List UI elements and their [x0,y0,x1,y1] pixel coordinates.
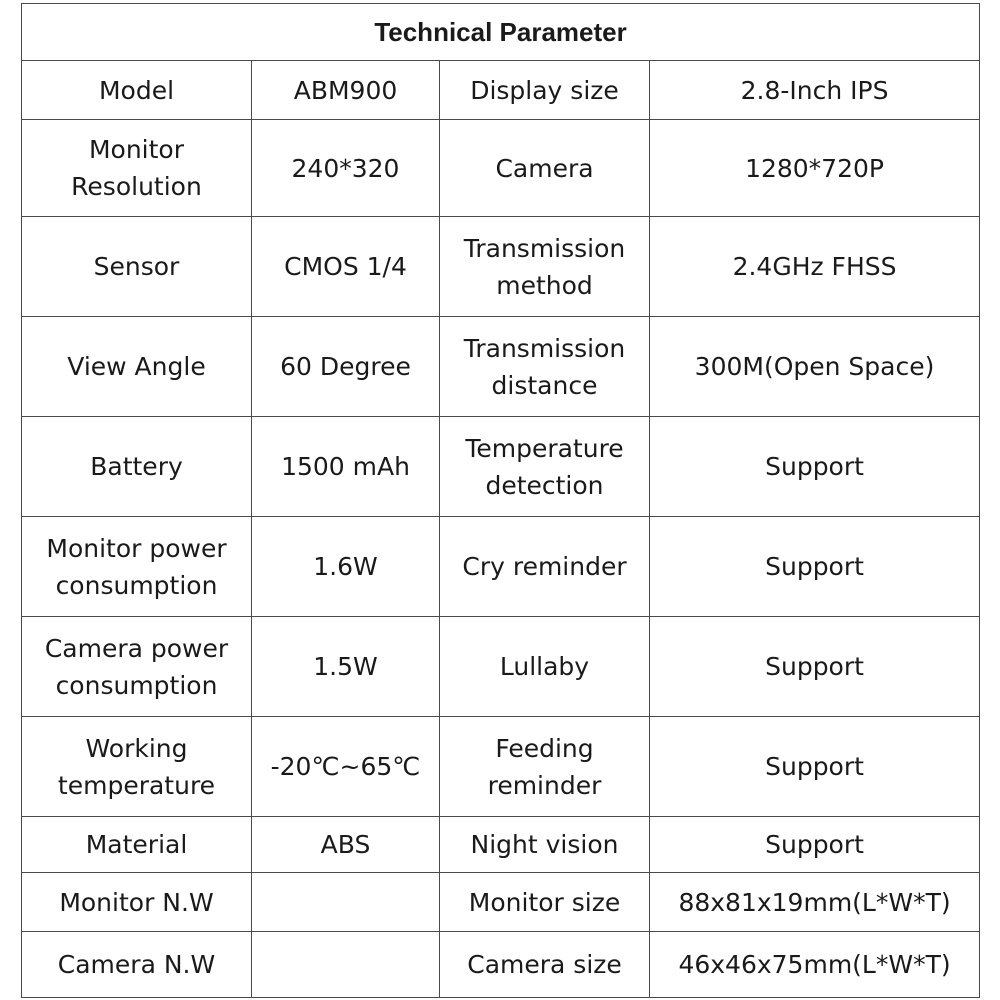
param-label: Feeding reminder [440,717,650,817]
param-label: Cry reminder [440,517,650,617]
technical-parameter-table [21,3,980,998]
param-label: Camera power consumption [22,617,252,717]
table-row [22,617,980,717]
param-label: Night vision [440,817,650,873]
param-label: Camera size [440,932,650,998]
param-value: 88x81x19mm(L*W*T) [650,873,980,932]
table-row [22,817,980,873]
table-row [22,61,980,120]
table-row [22,717,980,817]
param-label: Lullaby [440,617,650,717]
param-value: Support [650,417,980,517]
param-label: View Angle [22,317,252,417]
param-label: Transmission distance [440,317,650,417]
param-value: ABM900 [252,61,440,120]
param-value: 1280*720P [650,120,980,217]
param-value: Support [650,517,980,617]
table-row [22,120,980,217]
param-value: 1.6W [252,517,440,617]
table-row [22,932,980,998]
param-value: 2.8-Inch IPS [650,61,980,120]
param-label: Sensor [22,217,252,317]
param-value: Support [650,617,980,717]
table-title-row [22,4,980,61]
param-label: Transmission method [440,217,650,317]
param-value: 46x46x75mm(L*W*T) [650,932,980,998]
param-value: 1.5W [252,617,440,717]
table-row [22,317,980,417]
param-label: Camera [440,120,650,217]
table-row [22,217,980,317]
param-label: Model [22,61,252,120]
param-label: Monitor N.W [22,873,252,932]
param-value: 240*320 [252,120,440,217]
param-label: Working temperature [22,717,252,817]
param-value: 1500 mAh [252,417,440,517]
param-value: 60 Degree [252,317,440,417]
param-label: Battery [22,417,252,517]
param-value [252,932,440,998]
table-title: Technical Parameter [22,4,980,61]
param-label: Monitor power consumption [22,517,252,617]
param-value: 2.4GHz FHSS [650,217,980,317]
param-label: Temperature detection [440,417,650,517]
param-value: CMOS 1/4 [252,217,440,317]
param-label: Monitor Resolution [22,120,252,217]
param-value: 300M(Open Space) [650,317,980,417]
param-value [252,873,440,932]
table-row [22,517,980,617]
param-label: Material [22,817,252,873]
param-value: Support [650,817,980,873]
table-row [22,873,980,932]
param-value: Support [650,717,980,817]
param-label: Monitor size [440,873,650,932]
param-label: Camera N.W [22,932,252,998]
param-value: ABS [252,817,440,873]
param-label: Display size [440,61,650,120]
param-value: -20℃~65℃ [252,717,440,817]
table-row [22,417,980,517]
